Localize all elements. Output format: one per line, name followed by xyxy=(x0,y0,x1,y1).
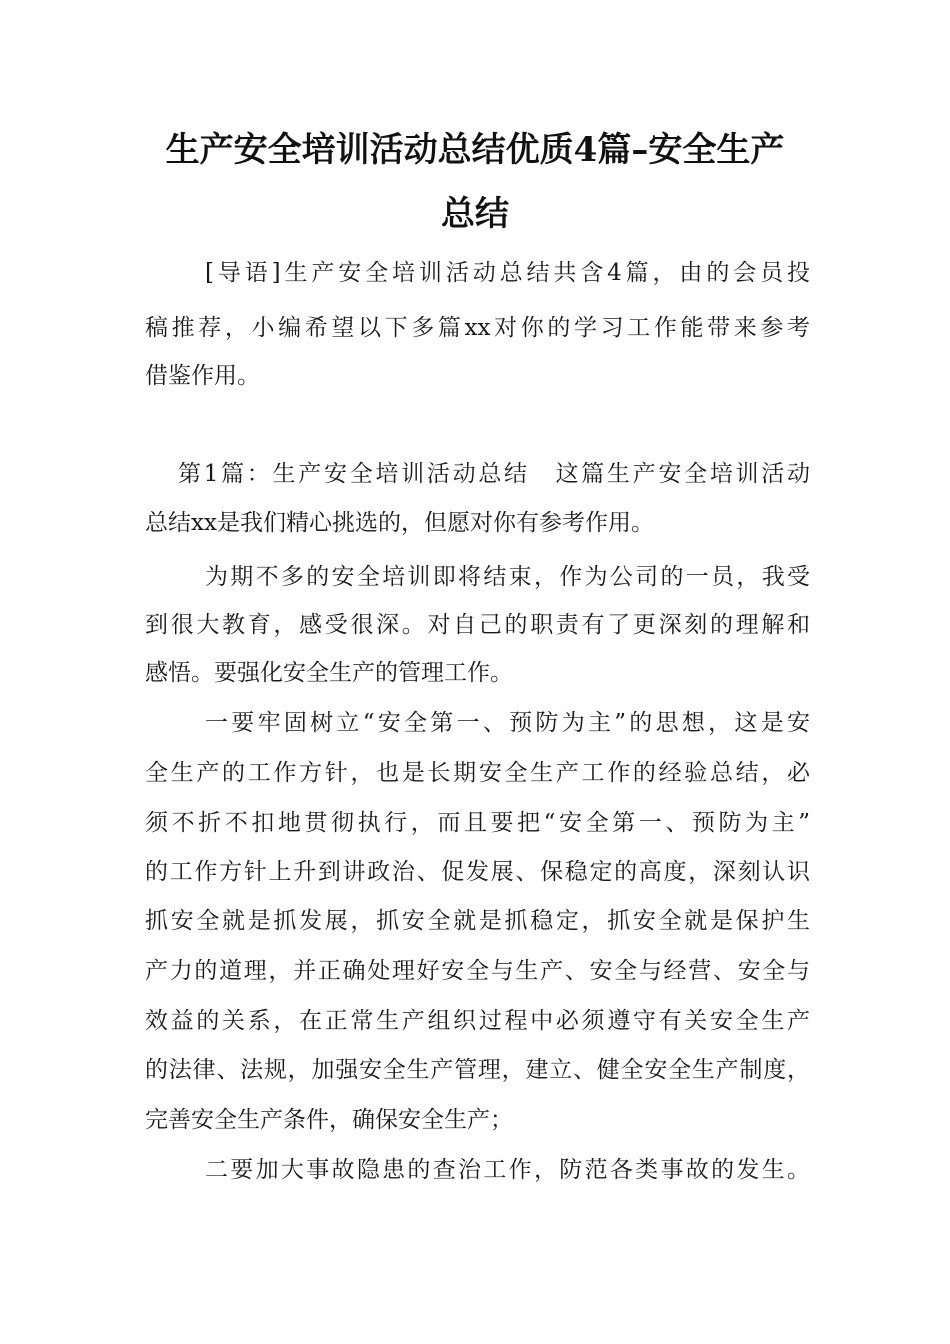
section1-heading-line-2: 总结xx是我们精心挑选的，但愿对你有参考作用。 xyxy=(145,510,654,536)
para2-line-4: 的工作方针上升到讲政治、促发展、保稳定的高度，深刻认识 xyxy=(145,859,810,885)
para2-line-6: 产力的道理，并正确处理好安全与生产、安全与经营、安全与 xyxy=(145,958,810,984)
para2-line-2: 全生产的工作方针，也是长期安全生产工作的经验总结，必 xyxy=(145,760,810,786)
para2-line-3: 须不折不扣地贯彻执行，而且要把“安全第一、预防为主” xyxy=(145,810,810,836)
para2-line-7: 效益的关系，在正常生产组织过程中必须遵守有关安全生产 xyxy=(145,1008,810,1034)
intro-line-3: 借鉴作用。 xyxy=(145,363,260,389)
section1-heading-line-1: 第1篇：生产安全培训活动总结 这篇生产安全培训活动 xyxy=(178,461,810,487)
para1-line-1: 为期不多的安全培训即将结束，作为公司的一员，我受 xyxy=(205,564,810,590)
para2-line-8: 的法律、法规，加强安全生产管理，建立、健全安全生产制度， xyxy=(145,1057,810,1083)
intro-line-2: 稿推荐，小编希望以下多篇xx对你的学习工作能带来参考 xyxy=(145,315,810,341)
para2-line-1: 一要牢固树立“安全第一、预防为主”的思想，这是安 xyxy=(205,710,810,736)
intro-line-1: [导语]生产安全培训活动总结共含4篇，由的会员投 xyxy=(205,260,810,286)
para1-line-3: 感悟。要强化安全生产的管理工作。 xyxy=(145,660,513,686)
para1-line-2: 到很大教育，感受很深。对自己的职责有了更深刻的理解和 xyxy=(145,612,810,638)
para3-line-1: 二要加大事故隐患的查治工作，防范各类事故的发生。 xyxy=(205,1157,810,1183)
para2-line-5: 抓安全就是抓发展，抓安全就是抓稳定，抓安全就是保护生 xyxy=(145,908,810,934)
document-title-line-1: 生产安全培训活动总结优质4篇–安全生产 xyxy=(165,130,785,170)
para2-line-9: 完善安全生产条件，确保安全生产； xyxy=(145,1107,513,1133)
document-title-line-2: 总结 xyxy=(441,194,509,234)
